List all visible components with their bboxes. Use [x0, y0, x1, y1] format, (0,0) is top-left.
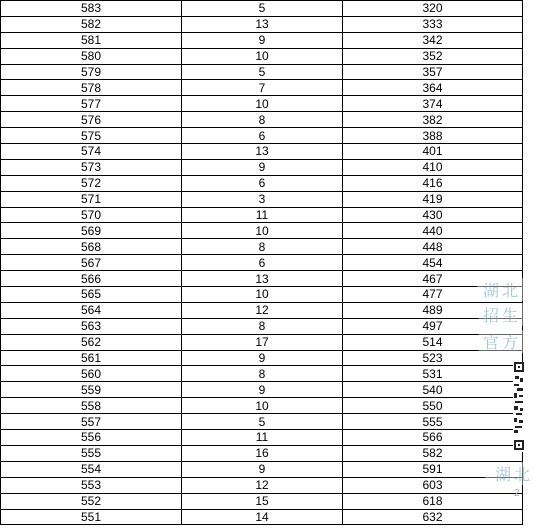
- cumulative-cell: 550: [343, 398, 523, 414]
- cumulative-cell: 401: [343, 144, 523, 160]
- cumulative-cell: 342: [343, 32, 523, 48]
- score-cell: 558: [1, 398, 182, 414]
- table-row: [1, 128, 523, 144]
- table-row: [1, 430, 523, 446]
- table-row: [1, 1, 523, 17]
- table-row: [1, 461, 523, 477]
- table-row: [1, 350, 523, 366]
- cumulative-cell: 416: [343, 175, 523, 191]
- count-cell: 10: [182, 398, 343, 414]
- cumulative-cell: 497: [343, 318, 523, 334]
- table-row: [1, 334, 523, 350]
- table-row: [1, 477, 523, 493]
- table-row: [1, 493, 523, 509]
- cumulative-cell: 430: [343, 207, 523, 223]
- watermark-line-1: 湖北: [477, 278, 525, 301]
- score-cell: 554: [1, 461, 182, 477]
- table-row: [1, 159, 523, 175]
- table-row: [1, 144, 523, 160]
- cumulative-cell: 357: [343, 64, 523, 80]
- count-cell: 9: [182, 461, 343, 477]
- table-row: [1, 32, 523, 48]
- table-row: [1, 96, 523, 112]
- cumulative-cell: 531: [343, 366, 523, 382]
- score-cell: 577: [1, 96, 182, 112]
- cumulative-cell: 419: [343, 191, 523, 207]
- watermark-line-4: 湖北: [485, 462, 525, 485]
- table-row: [1, 414, 523, 430]
- table-row: [1, 271, 523, 287]
- cumulative-cell: 352: [343, 48, 523, 64]
- count-cell: 6: [182, 128, 343, 144]
- count-cell: 8: [182, 112, 343, 128]
- table-row: [1, 509, 523, 525]
- cumulative-cell: 382: [343, 112, 523, 128]
- score-cell: 571: [1, 191, 182, 207]
- count-cell: 6: [182, 175, 343, 191]
- table-body: [1, 1, 523, 525]
- table-row: [1, 382, 523, 398]
- score-cell: 556: [1, 430, 182, 446]
- qr-code-icon: [513, 362, 525, 452]
- cumulative-cell: 440: [343, 223, 523, 239]
- score-cell: 572: [1, 175, 182, 191]
- cumulative-cell: 489: [343, 302, 523, 318]
- count-cell: 9: [182, 159, 343, 175]
- count-cell: 7: [182, 80, 343, 96]
- score-cell: 553: [1, 477, 182, 493]
- score-cell: 582: [1, 16, 182, 32]
- score-cell: 570: [1, 207, 182, 223]
- cumulative-cell: 477: [343, 287, 523, 303]
- table-row: [1, 302, 523, 318]
- count-cell: 13: [182, 271, 343, 287]
- score-cell: 568: [1, 239, 182, 255]
- score-cell: 579: [1, 64, 182, 80]
- score-cell: 573: [1, 159, 182, 175]
- count-cell: 9: [182, 382, 343, 398]
- table-row: [1, 80, 523, 96]
- count-cell: 10: [182, 287, 343, 303]
- score-cell: 559: [1, 382, 182, 398]
- table-row: [1, 255, 523, 271]
- score-cell: 567: [1, 255, 182, 271]
- count-cell: 16: [182, 445, 343, 461]
- cumulative-cell: 448: [343, 239, 523, 255]
- count-cell: 8: [182, 318, 343, 334]
- cumulative-cell: 540: [343, 382, 523, 398]
- count-cell: 14: [182, 509, 343, 525]
- count-cell: 8: [182, 239, 343, 255]
- count-cell: 6: [182, 255, 343, 271]
- count-cell: 11: [182, 207, 343, 223]
- table-row: [1, 366, 523, 382]
- cumulative-cell: 388: [343, 128, 523, 144]
- score-cell: 576: [1, 112, 182, 128]
- cumulative-cell: 618: [343, 493, 523, 509]
- count-cell: 8: [182, 366, 343, 382]
- count-cell: 5: [182, 64, 343, 80]
- score-cell: 574: [1, 144, 182, 160]
- cumulative-cell: 514: [343, 334, 523, 350]
- cumulative-cell: 320: [343, 1, 523, 17]
- count-cell: 5: [182, 414, 343, 430]
- cumulative-cell: 467: [343, 271, 523, 287]
- score-cell: 580: [1, 48, 182, 64]
- count-cell: 12: [182, 302, 343, 318]
- score-cell: 551: [1, 509, 182, 525]
- score-cell: 555: [1, 445, 182, 461]
- cumulative-cell: 333: [343, 16, 523, 32]
- count-cell: 3: [182, 191, 343, 207]
- score-cell: 575: [1, 128, 182, 144]
- table-row: [1, 191, 523, 207]
- cumulative-cell: 555: [343, 414, 523, 430]
- cumulative-cell: 566: [343, 430, 523, 446]
- count-cell: 13: [182, 144, 343, 160]
- score-cell: 557: [1, 414, 182, 430]
- score-cell: 564: [1, 302, 182, 318]
- table-row: [1, 175, 523, 191]
- score-cell: 561: [1, 350, 182, 366]
- score-cell: 569: [1, 223, 182, 239]
- count-cell: 17: [182, 334, 343, 350]
- score-cell: 562: [1, 334, 182, 350]
- cumulative-cell: 364: [343, 80, 523, 96]
- score-cell: 560: [1, 366, 182, 382]
- table-row: [1, 223, 523, 239]
- table-row: [1, 48, 523, 64]
- count-cell: 15: [182, 493, 343, 509]
- count-cell: 11: [182, 430, 343, 446]
- cumulative-cell: 454: [343, 255, 523, 271]
- score-cell: 583: [1, 1, 182, 17]
- table-row: [1, 318, 523, 334]
- cumulative-cell: 374: [343, 96, 523, 112]
- score-cell: 578: [1, 80, 182, 96]
- count-cell: 9: [182, 32, 343, 48]
- count-cell: 13: [182, 16, 343, 32]
- watermark-line-2: 招生: [479, 303, 525, 326]
- score-cell: 563: [1, 318, 182, 334]
- count-cell: 10: [182, 223, 343, 239]
- table-row: [1, 398, 523, 414]
- table-row: [1, 239, 523, 255]
- table-row: [1, 445, 523, 461]
- count-cell: 10: [182, 48, 343, 64]
- score-cell: 581: [1, 32, 182, 48]
- watermark-line-3: 官方: [479, 330, 525, 353]
- cumulative-cell: 603: [343, 477, 523, 493]
- table-row: [1, 16, 523, 32]
- count-cell: 5: [182, 1, 343, 17]
- score-cell: 565: [1, 287, 182, 303]
- cumulative-cell: 523: [343, 350, 523, 366]
- table-row: [1, 287, 523, 303]
- score-cell: 552: [1, 493, 182, 509]
- table-row: [1, 64, 523, 80]
- watermark-small-text: 2: [514, 488, 520, 499]
- cumulative-cell: 632: [343, 509, 523, 525]
- cumulative-cell: 591: [343, 461, 523, 477]
- score-cell: 566: [1, 271, 182, 287]
- count-cell: 9: [182, 350, 343, 366]
- cumulative-cell: 582: [343, 445, 523, 461]
- cumulative-cell: 410: [343, 159, 523, 175]
- count-cell: 12: [182, 477, 343, 493]
- table-row: [1, 207, 523, 223]
- table-row: [1, 112, 523, 128]
- count-cell: 10: [182, 96, 343, 112]
